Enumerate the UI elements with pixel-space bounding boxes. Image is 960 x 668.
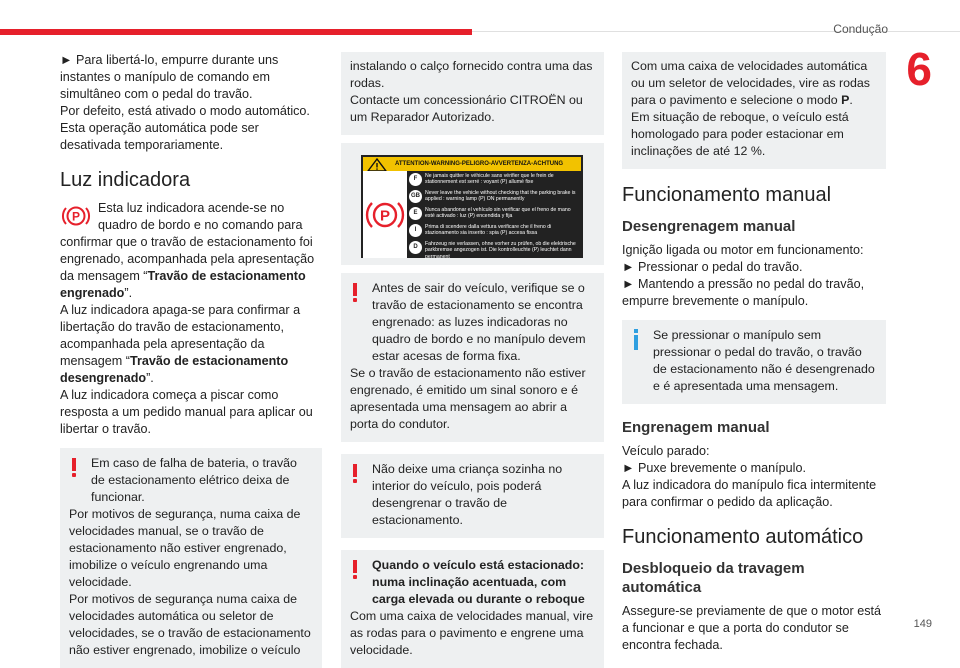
chapter-number: 6 <box>906 43 932 95</box>
paragraph: A luz indicadora começa a piscar como resposta a um pedido manual para aplicar ou libertar o travão. <box>60 388 313 436</box>
heading-funcionamento-manual: Funcionamento manual <box>622 184 832 206</box>
heading-desbloqueio: Desbloqueio da travagem automática <box>622 560 805 596</box>
heading-funcionamento-automatico: Funcionamento automático <box>622 526 864 548</box>
continued-warning-box: Com uma caixa de velocidades automática ou um seletor de velocidades, vire as rodas para o pavimento e selecione o modo P. Em situação de reboque, o veículo está homologado para poder estacionar em inclinações de até 12 %. <box>622 52 886 169</box>
paragraph: Esta operação automática pode ser desativada temporariamente. <box>60 121 259 152</box>
warning-box: Antes de sair do veículo, verifique se o travão de estacionamento se encontra engrenado: as luzes indicadoras no quadro de bordo e no manípulo devem estar acesas de forma fixa. Se o travão de estacionamento não estiver engrenado, é emitido um sinal sonoro e é apresentada uma mensagem ao abrir a porta do condutor. <box>341 273 604 442</box>
info-box: Se pressionar o manípulo sem pressionar o pedal do travão, o travão de estacionamento não é desengrenado e é apresentada uma mensagem. <box>622 320 886 404</box>
parking-brake-label <box>361 155 583 258</box>
warning-box: Não deixe uma criança sozinha no interior do veículo, pois poderá desengrenar o travão de estacionamento. <box>341 454 604 538</box>
warning-box: Quando o veículo está estacionado: numa inclinação acentuada, com carga elevada ou durante o reboque Com uma caixa de velocidades manual, vire as rodas para o pavimento e engrene uma velocidade. <box>341 550 604 668</box>
column-3 <box>622 52 886 654</box>
warning-icon <box>71 458 77 478</box>
paragraph: A luz indicadora do manípulo fica intermitente para confirmar o pedido da aplicação. <box>622 478 877 509</box>
paragraph: Assegure-se previamente de que o motor está a funcionar e que a porta do condutor se encontra fechada. <box>622 604 882 652</box>
label-line: E Nunca abandonar el vehículo sin verificar que el freno de mano esté activado : luz (P) encendida y fija <box>409 207 577 224</box>
header-accent-bar <box>0 29 472 35</box>
paragraph: ► Pressionar o pedal do travão. <box>622 260 803 274</box>
label-line: D Fahrzeug nie verlassen, ohne vorher zu prüfen, ob die elektrische parkbremse angezogen ist. Die kontrolleuchte (P) leuchtet dann permanent <box>409 241 577 258</box>
label-text-lines <box>409 173 577 258</box>
warning-icon <box>352 464 358 484</box>
paragraph: ► Mantendo a pressão no pedal do travão, empurre brevemente o manípulo. <box>622 277 865 308</box>
paragraph: Esta luz indicadora acende-se no quadro de bordo e no comando para confirmar que o travão de estacionamento foi engrenado, acompanhada pela apresentação da mensagem “Travão de estacionamento engrenado”. <box>60 201 315 300</box>
warning-triangle-icon <box>367 158 387 172</box>
column-1 <box>60 52 322 668</box>
parking-brake-lamp-icon <box>60 201 92 231</box>
heading-desengrenagem-manual: Desengrenagem manual <box>622 218 796 235</box>
paragraph: A luz indicadora apaga-se para confirmar a libertação do travão de estacionamento, acompanhada pela apresentação da mensagem “Travão de estacionamento desengrenado”. <box>60 303 301 385</box>
warning-label-image <box>341 143 604 265</box>
heading-luz-indicadora: Luz indicadora <box>60 169 191 191</box>
info-icon <box>633 329 639 351</box>
label-line: GB Never leave the vehicle without checking that the parking brake is applied : warning lamp (P) ON permanently <box>411 190 576 203</box>
paragraph: Veículo parado: <box>622 444 710 458</box>
indicator-description <box>60 200 322 302</box>
paragraph: Ignição ligada ou motor em funcionamento: <box>622 243 864 257</box>
warning-icon <box>352 283 358 303</box>
warning-icon <box>352 560 358 580</box>
page-number: 149 <box>913 618 932 630</box>
label-banner: ATTENTION-WARNING-PELIGRO-AVVERTENZA-ACHTUNG <box>363 157 581 171</box>
svg-text:P: P <box>379 207 391 225</box>
label-line: I Prima di scendere dalla vettura verificare che il freno di stazionamento sia inserito : spia (P) accesa fissa <box>409 224 577 241</box>
heading-engrenagem-manual: Engrenagem manual <box>622 419 770 436</box>
label-line: F Ne jamais quitter le véhicule sans vérifier que le frein de stationnement est serré : voyant (P) allumé fixe <box>409 173 577 190</box>
section-title: Condução <box>833 22 888 36</box>
paragraph: Por defeito, está ativado o modo automático. <box>60 104 310 118</box>
warning-box: Em caso de falha de bateria, o travão de estacionamento elétrico deixa de funcionar. Por motivos de segurança, numa caixa de velocidades manual, se o travão de estacionamento não estiver engrenado, imobilize o veículo engrenando uma velocidade. Por motivos de segurança numa caixa de velocidades automática ou seletor de velocidades, se o travão de estacionamento não estiver engrenado, imobilize o veículo <box>60 448 322 668</box>
label-brake-symbol <box>363 171 407 258</box>
paragraph: ► Puxe brevemente o manípulo. <box>622 461 806 475</box>
column-2 <box>341 52 604 668</box>
paragraph: ► Para libertá-lo, empurre durante uns instantes o manípulo de comando em simultâneo com o pedal do travão. <box>60 53 279 101</box>
continued-warning-box: instalando o calço fornecido contra uma das rodas. Contacte um concessionário CITROËN ou um Reparador Autorizado. <box>341 52 604 135</box>
svg-text:P: P <box>71 209 81 224</box>
